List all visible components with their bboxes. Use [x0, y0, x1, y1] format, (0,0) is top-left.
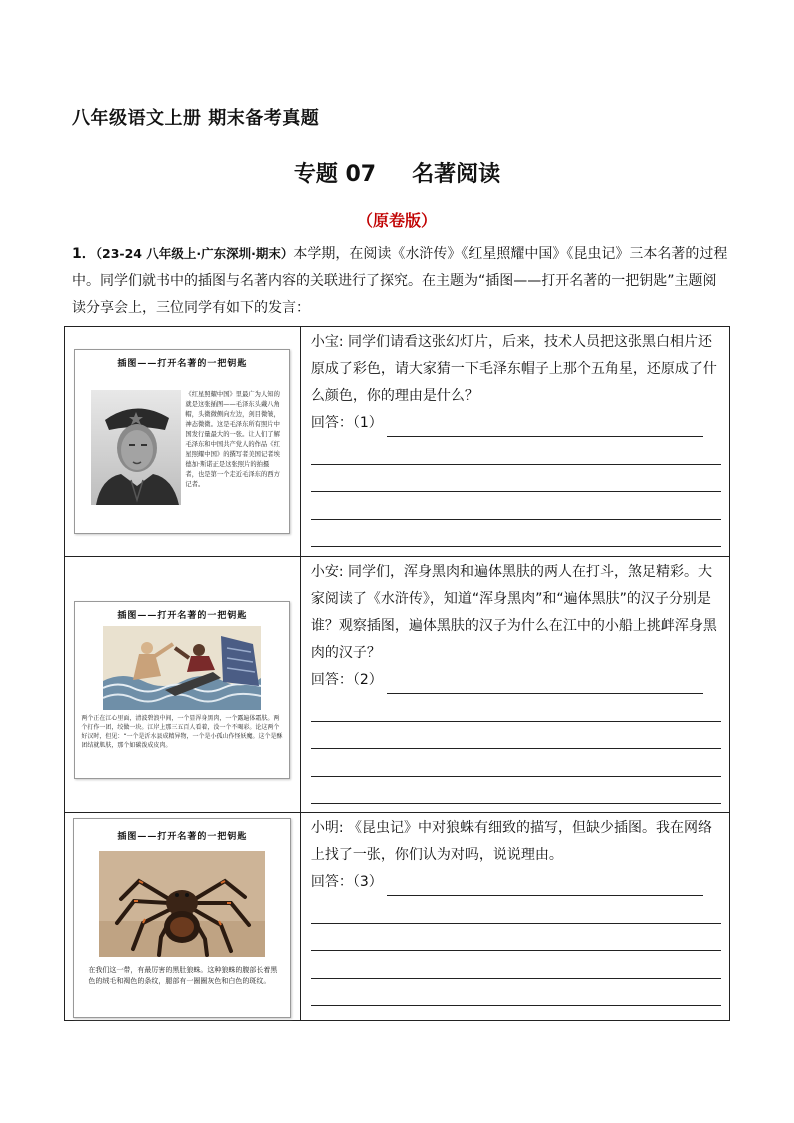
- answer-label: 回答：（3）: [310, 874, 383, 890]
- answer-line[interactable]: [311, 694, 721, 722]
- slide-card: [74, 349, 290, 534]
- question-number: 1．: [72, 246, 96, 262]
- page-title: [0, 157, 794, 188]
- slide-title: 插图——打开名著的一把钥匙: [117, 832, 248, 842]
- student-speech: 小宝: 同学们请看这张幻灯片，后来，技术人员把这张黑白相片还原成了彩色，请大家猜一下毛泽东帽子上那个五角星，还原成了什么颜色，你的理由是什么？: [310, 334, 717, 404]
- slide-card: [73, 818, 291, 1018]
- answer-line[interactable]: [387, 877, 703, 896]
- slide-title: 插图——打开名著的一把钥匙: [117, 611, 248, 621]
- illustration-cell: [65, 327, 301, 557]
- response-cell: [300, 327, 729, 557]
- table-row: [65, 327, 730, 557]
- slide-caption: 两个正在江心里面，清波碧浪中间，一个显浑身黑肉，一个露遍体霜肤。两个打作一团，绞做一块。江岸上那三五百人看着，没一个不喝彩。论这两个好汉时，但见：“一个是沂水县成精异物，一个是小孤山作怪妖魔。这个是酥团结就肌肤，那个如碳泼成皮肉。: [81, 715, 283, 749]
- answer-label: 回答：（2）: [310, 672, 383, 688]
- response-cell: [300, 813, 729, 1021]
- question-source: （23-24 八年级上·广东深圳·期末）: [95, 246, 294, 261]
- table-row: [65, 813, 730, 1021]
- student-speech: 小明: 《昆虫记》中对狼蛛有细致的描写，但缺少插图。我在网络上找了一张，你们认为对吗，说说理由。: [310, 820, 712, 863]
- question-stem: [72, 240, 728, 322]
- answer-line[interactable]: [387, 675, 703, 694]
- answer-line[interactable]: [311, 749, 721, 777]
- illustration-cell: [65, 557, 301, 813]
- answer-line[interactable]: [311, 437, 721, 465]
- document-header: 八年级语文上册 期末备考真题: [72, 108, 320, 129]
- answer-label: 回答：（1）: [310, 415, 383, 431]
- topic-name: 名著阅读: [412, 162, 501, 187]
- answer-line[interactable]: [311, 777, 721, 805]
- answer-line[interactable]: [311, 896, 721, 924]
- answer-line[interactable]: [311, 492, 721, 520]
- table-row: [65, 557, 730, 813]
- edition-label: （原卷版）: [356, 211, 437, 230]
- answer-prompt: [301, 869, 729, 896]
- slide-caption: 在我们这一带，有最厉害的黑肚狼蛛。这种狼蛛的腹部长着黑色的绒毛和褐色的条纹，腿部有一圈圈灰色和白色的斑纹。: [88, 966, 278, 985]
- answer-line[interactable]: [311, 979, 721, 1007]
- response-cell: [300, 557, 729, 813]
- slide-card: [74, 601, 290, 779]
- illustration-cell: [65, 813, 301, 1021]
- student-speech: 小安: 同学们，浑身黑肉和遍体黑肤的两人在打斗，煞足精彩。大家阅读了《水浒传》，知道“浑身黑肉”和“遍体黑肤”的汉子分别是谁？观察插图，遍体黑肤的汉子为什么在江中的小船上挑衅浑身黑肉的汉子？: [310, 564, 717, 661]
- answer-line[interactable]: [311, 924, 721, 952]
- answer-line[interactable]: [387, 418, 703, 437]
- question-text: 本学期，在阅读《水浒传》《红星照耀中国》《昆虫记》三本名著的过程中。同学们就书中的插图与名著内容的关联进行了探究。在主题为“插图——打开名著的一把钥匙”主题阅读分享会上，三位同学有如下的发言：: [72, 246, 728, 316]
- slide-title: 插图——打开名著的一把钥匙: [117, 359, 248, 369]
- answer-prompt: [301, 410, 729, 437]
- answer-line[interactable]: [311, 722, 721, 750]
- topic-number: 专题 07: [293, 162, 377, 187]
- spider-photo: [99, 851, 265, 957]
- slide-caption: 《红星照耀中国》里最广为人知的就是这张插图——毛泽东头戴八角帽，头微微侧向左边，剑目微皱，神态微微。这是毛泽东所有照片中国发行量最大的一张。让人们了解毛泽东和中国共产党人的作品《红星照耀中国》的撰写者美国记者埃德加·斯诺正是这张照片的拍摄者，也是第一个走近毛泽东的西方记者。: [185, 391, 280, 488]
- answer-line[interactable]: [311, 520, 721, 548]
- portrait-photo: [91, 390, 181, 505]
- answer-prompt: [301, 667, 729, 694]
- answer-line[interactable]: [311, 465, 721, 493]
- discussion-table: [64, 326, 730, 1021]
- fight-illustration: [103, 626, 261, 710]
- answer-line[interactable]: [311, 951, 721, 979]
